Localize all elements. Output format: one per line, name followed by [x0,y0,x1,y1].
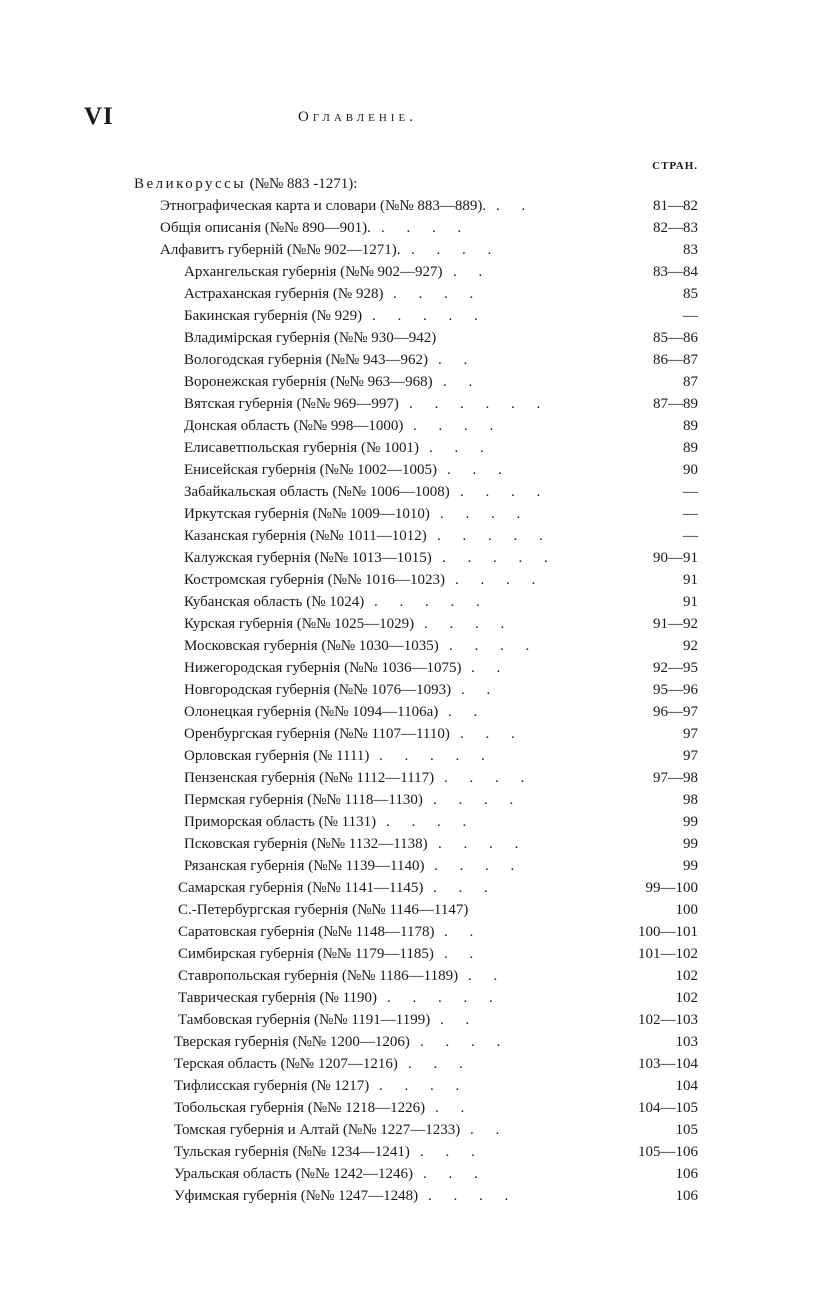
toc-entry-leader: . . . . [433,792,523,808]
toc-entry [0,352,828,374]
toc-entry-pages: 98 [683,792,698,808]
toc-entry-label: Тифлисская губернія (№ 1217) [174,1078,370,1094]
toc-entry-leader: . . . . [393,286,483,302]
toc-entry [0,1144,828,1166]
toc-entry-leader: . . . . [381,220,471,236]
toc-entry-label: Калужская губернія (№№ 1013—1015) [184,550,432,566]
section-range: (№№ 883 -1271): [249,176,358,192]
toc-entry-label: Самарская губернія (№№ 1141—1145) [178,880,424,896]
toc-entry-leader: . . [435,1100,474,1116]
toc-entry [0,814,828,836]
toc-entry [0,1188,828,1210]
toc-entry-pages: 99 [683,836,698,852]
toc-entry-label: Владимірская губернія (№№ 930—942) [184,330,437,346]
toc-entry-pages: 99 [683,814,698,830]
toc-entry-leader: . . . . . . [409,396,550,412]
toc-entry-pages: 87 [683,374,698,390]
toc-entry [0,572,828,594]
toc-entry [0,220,828,242]
table-of-contents [0,198,828,1210]
toc-entry [0,946,828,968]
toc-entry [0,440,828,462]
toc-entry-label: Пензенская губернія (№№ 1112—1117) [184,770,435,786]
toc-entry-label: Московская губернія (№№ 1030—1035) [184,638,439,654]
toc-entry-label: Уральская область (№№ 1242—1246) [174,1166,414,1182]
toc-entry-leader: . . . . [420,1034,510,1050]
toc-entry [0,286,828,308]
toc-entry-leader: . . . . [444,770,534,786]
toc-entry-pages: 99 [683,858,698,874]
toc-entry-label: Казанская губернія (№№ 1011—1012) [184,528,427,544]
toc-entry-label: Терская область (№№ 1207—1216) [174,1056,398,1072]
toc-entry-leader: . . . . [379,1078,469,1094]
toc-entry-pages: 101—102 [638,946,698,962]
toc-entry-leader: . . . [460,726,524,742]
toc-entry [0,1056,828,1078]
toc-entry [0,308,828,330]
toc-entry-leader: . . [438,352,477,368]
toc-entry-label: Саратовская губернія (№№ 1148—1178) [178,924,435,940]
toc-entry [0,704,828,726]
toc-entry-label: С.-Петербургская губернія (№№ 1146—1147) [178,902,469,918]
toc-entry [0,594,828,616]
toc-entry [0,264,828,286]
toc-entry [0,1122,828,1144]
toc-entry-pages: 83 [683,242,698,258]
toc-entry-label: Вятская губернія (№№ 969—997) [184,396,399,412]
toc-entry-pages: 97—98 [653,770,698,786]
toc-entry-leader: . . [461,682,500,698]
toc-entry [0,770,828,792]
toc-entry-label: Оренбургская губернія (№№ 1107—1110) [184,726,450,742]
toc-entry [0,198,828,220]
page-title: Оглавленіе. [298,109,417,125]
toc-entry-leader: . . . [420,1144,484,1160]
toc-entry-label: Томская губернія и Алтай (№№ 1227—1233) [174,1122,461,1138]
section-heading [134,176,357,193]
toc-entry-leader: . . . . . [387,990,502,1006]
toc-entry [0,396,828,418]
toc-entry-pages: 103—104 [638,1056,698,1072]
toc-entry-leader: . . . . [438,836,528,852]
toc-entry-pages: 89 [683,418,698,434]
toc-entry-pages: — [683,484,698,500]
toc-entry-pages: 100 [675,902,698,918]
toc-entry-label: Курская губернія (№№ 1025—1029) [184,616,415,632]
toc-entry [0,836,828,858]
toc-entry-pages: 100—101 [638,924,698,940]
toc-entry-leader: . . . [429,440,493,456]
toc-entry-pages: 90 [683,462,698,478]
toc-entry-pages: 82—83 [653,220,698,236]
toc-entry-leader: . . [443,374,482,390]
toc-entry-leader: . . . . [413,418,503,434]
toc-entry-pages: 89 [683,440,698,456]
toc-entry-pages: 81—82 [653,198,698,214]
toc-entry [0,638,828,660]
toc-entry-leader: . . . [423,1166,487,1182]
toc-entry-leader: . . . . [424,616,514,632]
toc-entry [0,1012,828,1034]
toc-entry [0,682,828,704]
pages-column-heading: СТРАН. [652,160,698,172]
toc-entry-leader: . . [444,946,483,962]
toc-entry-pages: 92—95 [653,660,698,676]
toc-entry-pages: 85—86 [653,330,698,346]
toc-entry [0,418,828,440]
toc-entry-pages: 106 [675,1188,698,1204]
page-number: VI [84,103,114,130]
toc-entry-pages: 102 [675,990,698,1006]
toc-entry-leader: . . . . [440,506,530,522]
toc-entry-pages: 104 [675,1078,698,1094]
toc-entry-label: Симбирская губернія (№№ 1179—1185) [178,946,434,962]
toc-entry-label: Рязанская губернія (№№ 1139—1140) [184,858,425,874]
toc-entry-label: Нижегородская губернія (№№ 1036—1075) [184,660,462,676]
toc-entry [0,902,828,924]
toc-entry-pages: — [683,506,698,522]
toc-entry-pages: 105 [675,1122,698,1138]
toc-entry-label: Вологодская губернія (№№ 943—962) [184,352,429,368]
toc-entry [0,242,828,264]
toc-entry-leader: . . [468,968,507,984]
toc-entry-leader: . . [448,704,487,720]
toc-entry [0,462,828,484]
toc-entry-leader: . . . . [428,1188,518,1204]
toc-entry-pages: 92 [683,638,698,654]
toc-entry-label: Уфимская губернія (№№ 1247—1248) [174,1188,419,1204]
toc-entry-leader: . . [453,264,492,280]
toc-entry-label: Тобольская губернія (№№ 1218—1226) [174,1100,426,1116]
toc-entry-label: Общія описанія (№№ 890—901). [160,220,371,236]
toc-entry-leader: . . [496,198,535,214]
toc-entry-leader: . . . . [434,858,524,874]
toc-entry [0,792,828,814]
toc-entry-label: Псковская губернія (№№ 1132—1138) [184,836,428,852]
toc-entry [0,1034,828,1056]
toc-entry [0,1100,828,1122]
toc-entry [0,1166,828,1188]
toc-entry-label: Астраханская губернія (№ 928) [184,286,384,302]
toc-entry-leader: . . [440,1012,479,1028]
toc-entry-leader: . . . . . [374,594,489,610]
toc-entry-leader: . . . . [460,484,550,500]
toc-entry-label: Архангельская губернія (№№ 902—927) [184,264,443,280]
toc-entry-label: Забайкальская область (№№ 1006—1008) [184,484,450,500]
toc-entry [0,550,828,572]
toc-entry-leader: . . . . . [379,748,494,764]
toc-entry [0,748,828,770]
toc-entry-leader: . . [444,924,483,940]
toc-entry [0,616,828,638]
toc-entry-leader: . . [471,660,510,676]
toc-entry [0,506,828,528]
toc-entry-pages: 106 [675,1166,698,1182]
toc-entry-pages: 95—96 [653,682,698,698]
toc-entry-label: Елисаветпольская губернія (№ 1001) [184,440,420,456]
toc-entry [0,990,828,1012]
toc-entry-pages: 86—87 [653,352,698,368]
toc-entry-label: Донская область (№№ 998—1000) [184,418,404,434]
toc-entry [0,880,828,902]
toc-entry-label: Орловская губернія (№ 1111) [184,748,370,764]
toc-entry-label: Этнографическая карта и словари (№№ 883—889). [160,198,487,214]
toc-entry-label: Тамбовская губернія (№№ 1191—1199) [178,1012,431,1028]
toc-entry-label: Пермская губернія (№№ 1118—1130) [184,792,423,808]
toc-entry-label: Кубанская область (№ 1024) [184,594,365,610]
toc-entry-label: Ставропольская губернія (№№ 1186—1189) [178,968,459,984]
toc-entry-pages: 91 [683,572,698,588]
toc-entry-pages: 104—105 [638,1100,698,1116]
toc-entry-label: Иркутская губернія (№№ 1009—1010) [184,506,430,522]
toc-entry-pages: — [683,308,698,324]
toc-entry [0,528,828,550]
toc-entry-pages: — [683,528,698,544]
toc-entry-leader: . . . [447,462,511,478]
section-name: Великоруссы [134,176,246,192]
toc-entry-pages: 99—100 [645,880,698,896]
toc-entry-pages: 91—92 [653,616,698,632]
toc-entry-leader: . . . . [455,572,545,588]
toc-entry-leader: . . . . . [437,528,552,544]
toc-entry-pages: 97 [683,726,698,742]
toc-entry-leader: . . . . [386,814,476,830]
toc-entry-leader: . . [470,1122,509,1138]
toc-entry-pages: 83—84 [653,264,698,280]
toc-entry-label: Бакинская губернія (№ 929) [184,308,363,324]
toc-entry-pages: 85 [683,286,698,302]
toc-entry-pages: 97 [683,748,698,764]
toc-entry-leader: . . . . [411,242,501,258]
toc-entry [0,1078,828,1100]
toc-entry-pages: 90—91 [653,550,698,566]
toc-entry-leader: . . . [433,880,497,896]
toc-entry [0,726,828,748]
toc-entry-pages: 96—97 [653,704,698,720]
toc-entry [0,924,828,946]
toc-entry [0,374,828,396]
toc-entry [0,858,828,880]
toc-entry-label: Олонецкая губернія (№№ 1094—1106а) [184,704,439,720]
toc-entry-label: Тверская губернія (№№ 1200—1206) [174,1034,410,1050]
toc-entry [0,660,828,682]
toc-entry-label: Костромская губернія (№№ 1016—1023) [184,572,446,588]
toc-entry-label: Таврическая губернія (№ 1190) [178,990,378,1006]
toc-entry-label: Алфавитъ губерній (№№ 902—1271). [160,242,401,258]
toc-entry-label: Новгородская губернія (№№ 1076—1093) [184,682,452,698]
toc-entry-pages: 102—103 [638,1012,698,1028]
toc-entry-label: Енисейская губернія (№№ 1002—1005) [184,462,438,478]
toc-entry [0,968,828,990]
toc-entry-leader: . . . . . [372,308,487,324]
toc-entry-pages: 91 [683,594,698,610]
toc-entry-pages: 102 [675,968,698,984]
toc-entry [0,484,828,506]
toc-entry-pages: 105—106 [638,1144,698,1160]
toc-entry-label: Тульская губернія (№№ 1234—1241) [174,1144,410,1160]
toc-entry [0,330,828,352]
toc-entry-label: Воронежская губернія (№№ 963—968) [184,374,433,390]
toc-entry-label: Приморская область (№ 1131) [184,814,377,830]
toc-entry-leader: . . . . [449,638,539,654]
toc-entry-leader: . . . . . [442,550,557,566]
toc-entry-leader: . . . [408,1056,472,1072]
toc-entry-pages: 103 [675,1034,698,1050]
toc-entry-pages: 87—89 [653,396,698,412]
